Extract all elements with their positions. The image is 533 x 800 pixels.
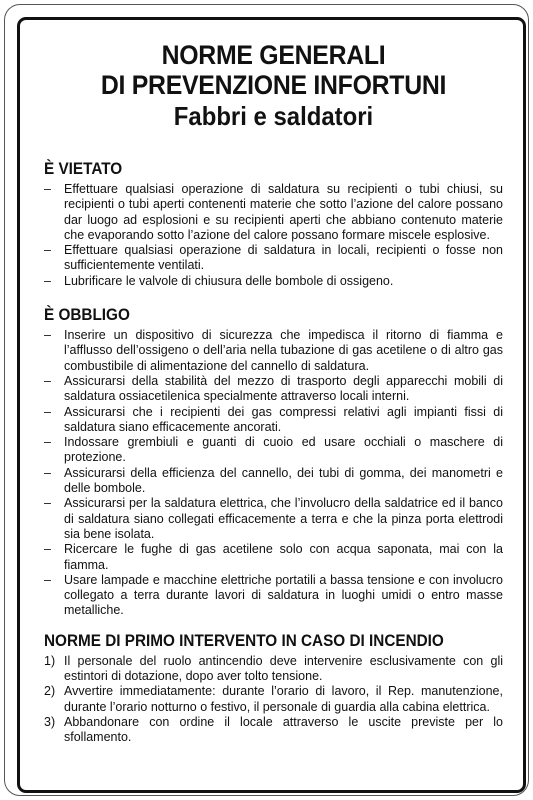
list-item-text: Usare lampade e macchine elettriche portatili a bassa tensione e con involucro collegato a terra durante lavori di saldatura in luoghi umidi o entro masse metalliche.: [64, 572, 503, 618]
list-item-text: Ricercare le fughe di gas acetilene solo con acqua saponata, mai con la fiamma.: [64, 542, 503, 572]
section-heading-obbligo: È OBBLIGO: [44, 305, 130, 325]
list-item: [44, 715, 503, 746]
list-marker: –: [44, 435, 51, 450]
incendio-list: [44, 654, 503, 746]
list-item-text: Avvertire immediatamente: durante l’orario di lavoro, il Rep. manutenzione, durante l’orario notturno o festivo, il personale di guardia alla cabina elettrica.: [64, 684, 503, 714]
list-marker: –: [44, 243, 51, 258]
list-item: [44, 684, 503, 715]
list-marker: 2): [44, 684, 56, 699]
list-item: [44, 182, 503, 243]
list-item-text: Il personale del ruolo antincendio deve intervenire esclusivamente con gli estintori di dotazione, dopo aver tolto tensione.: [64, 653, 503, 684]
list-item: [44, 243, 503, 274]
obbligo-list: [44, 328, 503, 619]
list-item-text: Effettuare qualsiasi operazione di saldatura su recipienti o tubi chiusi, su recipienti o tubi aperti contenenti materie che sotto l’azione del calore possano dar luogo ad esplosioni e su recipienti aperti che abbiano contenuto materie che evaporando sotto l’azione del calore possano formare miscele esplosive.: [64, 182, 503, 242]
section-heading-vietato: È VIETATO: [44, 159, 123, 178]
list-marker: –: [44, 373, 51, 388]
title-line-1: NORME GENERALI: [161, 40, 386, 70]
list-item: [44, 466, 503, 497]
list-item: [44, 542, 503, 573]
list-item: [44, 573, 503, 619]
list-item: [44, 654, 503, 685]
list-item-text: Inserire un dispositivo di sicurezza che impedisca il ritorno di fiamma e l’afflusso dell’ossigeno o dell’aria nella tubazione di gas acetilene o di altro gas combustibile di alimentazione del cannello di saldatura.: [64, 328, 503, 373]
sign-board: [4, 4, 529, 796]
list-item: [44, 405, 503, 436]
list-item-text: Abbandonare con ordine il locale attraverso le uscite previste per lo sfollamento.: [64, 714, 503, 745]
sign-title: [44, 40, 503, 132]
list-marker: 1): [44, 653, 56, 668]
list-marker: –: [44, 465, 51, 480]
list-marker: –: [44, 572, 51, 587]
list-marker: –: [44, 328, 51, 343]
list-marker: –: [44, 273, 51, 288]
list-marker: –: [44, 182, 51, 196]
list-item: [44, 435, 503, 466]
list-marker: –: [44, 404, 51, 419]
list-item-text: Lubrificare le valvole di chiusura delle bombole di ossigeno.: [64, 273, 394, 288]
vietato-list: [44, 182, 503, 289]
list-marker: 3): [44, 714, 56, 729]
list-marker: –: [44, 542, 51, 557]
title-subtitle: Fabbri e saldatori: [173, 101, 374, 131]
list-item-text: Assicurarsi per la saldatura elettrica, che l’involucro della saldatrice ed il banco di saldatura siano collegati efficacemente a terra e che la pinza porta elettrodi sia bene isolata.: [64, 496, 503, 541]
list-marker: –: [44, 496, 51, 511]
list-item-text: Indossare grembiuli e guanti di cuoio ed usare occhiali o maschere di protezione.: [64, 435, 503, 465]
sign-panel: [17, 17, 526, 793]
list-item-text: Effettuare qualsiasi operazione di saldatura in locali, recipienti o fosse non sufficientemente ventilati.: [64, 243, 503, 273]
list-item: [44, 374, 503, 405]
list-item: [44, 496, 503, 542]
list-item-text: Assicurarsi della efficienza del cannello, dei tubi di gomma, dei manometri e delle bombole.: [64, 465, 503, 496]
list-item: [44, 274, 503, 289]
list-item-text: Assicurarsi che i recipienti dei gas compressi relativi agli impianti fissi di saldatura siano efficacemente ancorati.: [64, 404, 503, 434]
list-item-text: Assicurarsi della stabilità del mezzo di trasporto degli apparecchi mobili di saldatura ossiacetilenica specialmente attraverso locali interni.: [64, 373, 503, 404]
title-line-2: DI PREVENZIONE INFORTUNI: [100, 70, 447, 100]
list-item: [44, 328, 503, 374]
section-heading-incendio: NORME DI PRIMO INTERVENTO IN CASO DI INCENDIO: [44, 630, 444, 650]
